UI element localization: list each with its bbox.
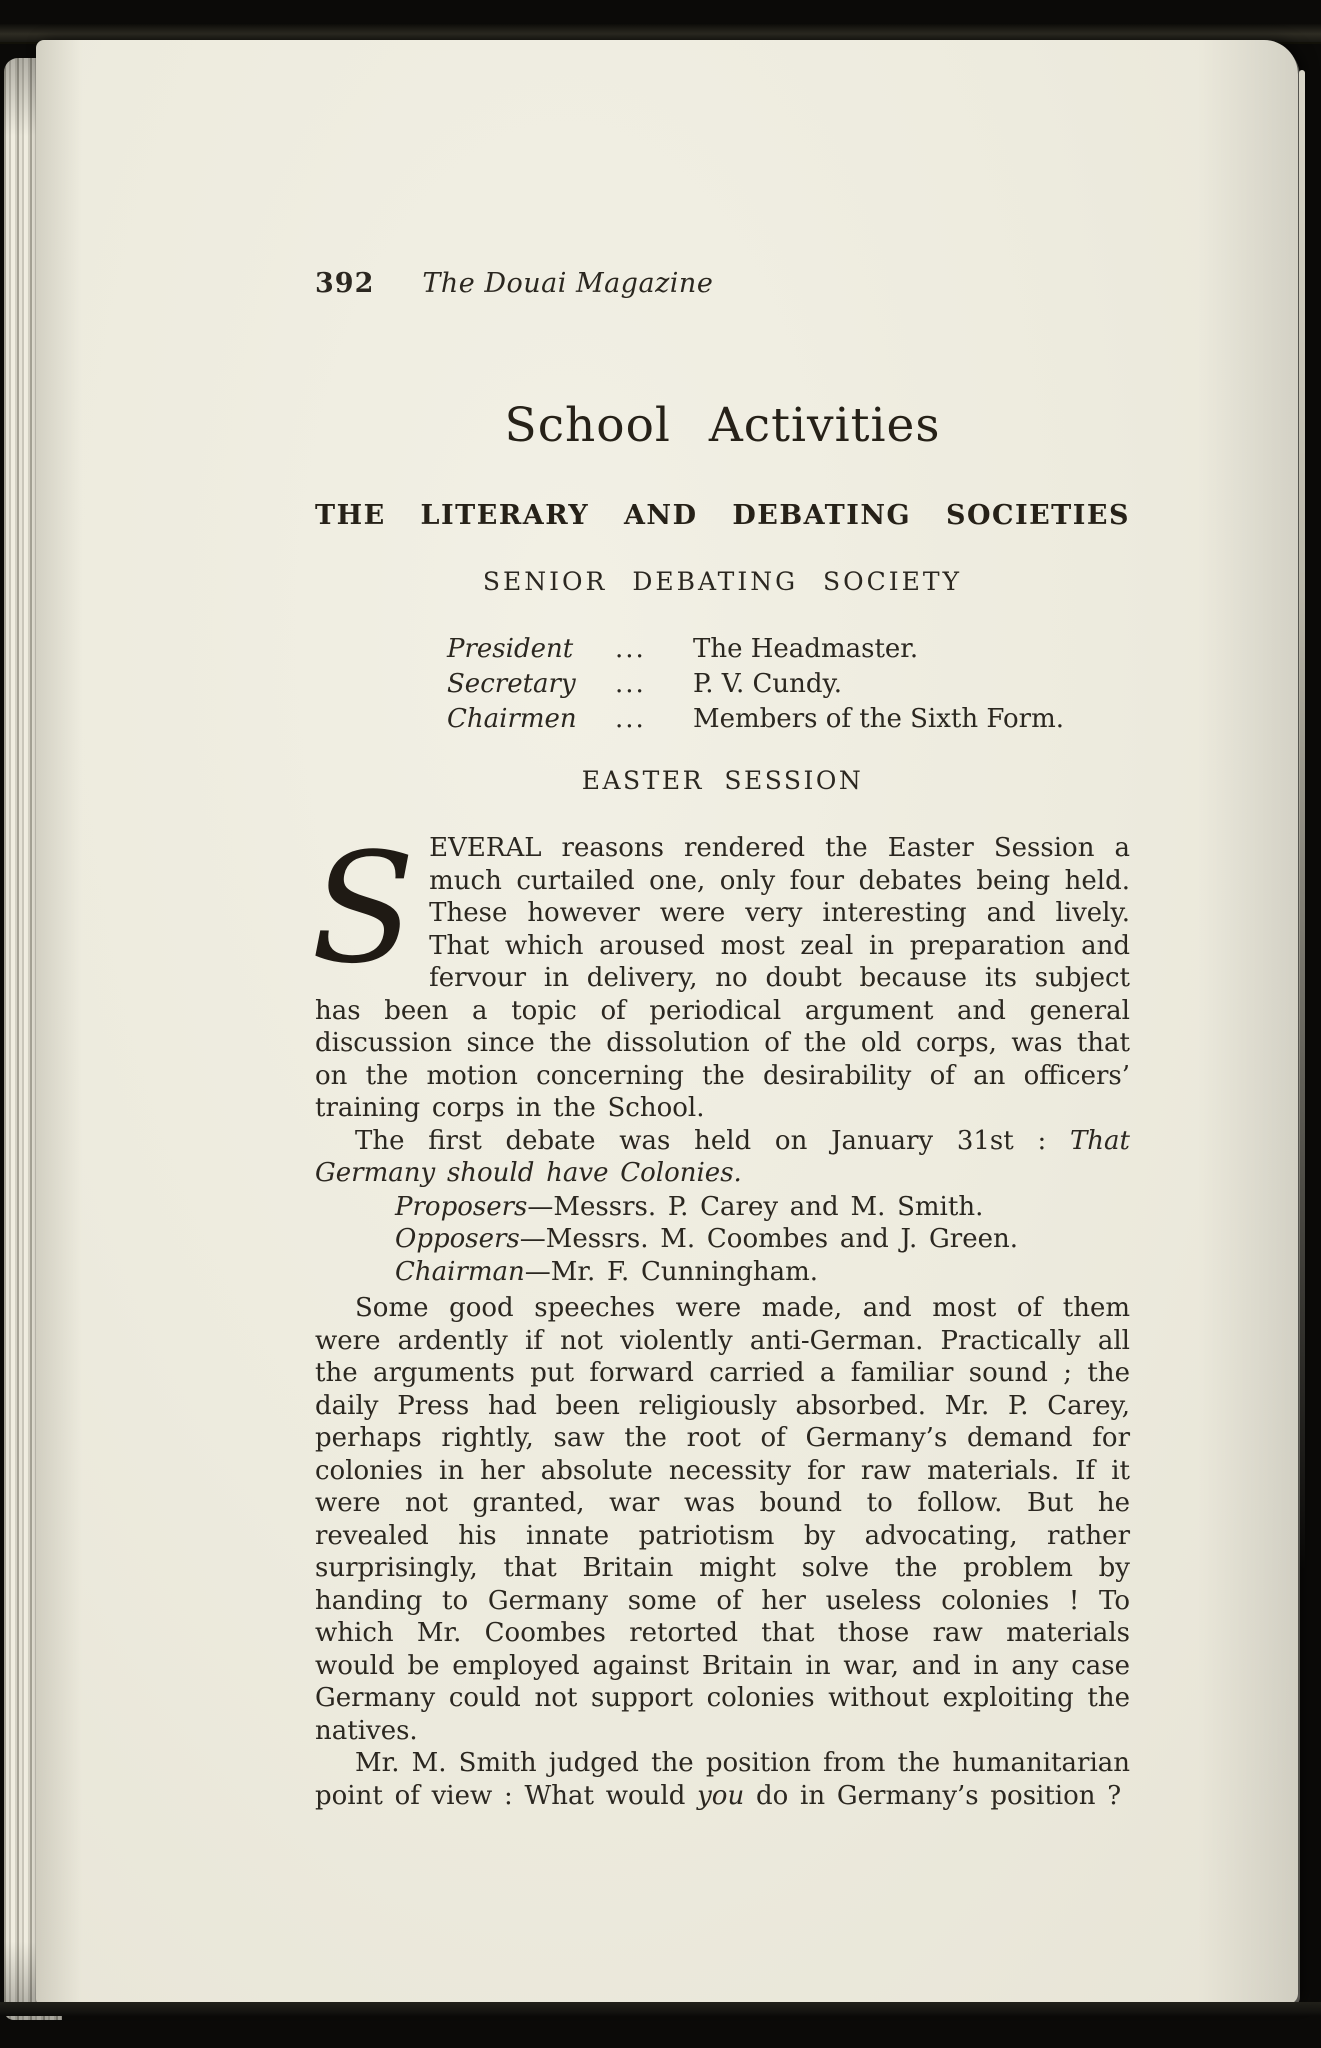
magazine-title: The Douai Magazine (422, 268, 714, 299)
paragraph-first-debate (315, 1125, 1130, 1190)
page-edge-highlight (1299, 70, 1305, 1570)
officer-dots: ... (615, 704, 646, 734)
officer-row (447, 632, 1087, 667)
officers-list (447, 632, 1087, 737)
paragraph-text: EVERAL reasons rendered the Easter Session a much curtailed one, only four debates being held. These however were very interesting and lively. That which aroused most zeal in preparation and fervour in delivery, no doubt because its subject has been a topic of periodical argument and general discussion since the dissolution of the old corps, was that on the motion concerning the desirability of an officers’ training corps in the School. (315, 833, 1130, 1123)
page-content (311, 40, 1130, 2004)
debate-role-row (395, 1223, 1130, 1256)
paragraph-text: Mr. M. Smith judged the position from the humanitarian point of view : What would (315, 1748, 1130, 1811)
role-names: —Messrs. M. Coombes and J. Green. (519, 1224, 1018, 1254)
article-body (311, 820, 1130, 1812)
officer-dots: ... (615, 669, 646, 699)
role-label: Chairman (395, 1256, 525, 1287)
officer-role: President (447, 634, 574, 664)
paragraph-smith (315, 1747, 1130, 1812)
officer-name: The Headmaster. (693, 634, 919, 664)
drop-cap: S (311, 820, 416, 997)
emphasis-you: you (697, 1780, 745, 1811)
officer-role: Chairmen (447, 704, 577, 734)
officer-name: P. V. Cundy. (693, 669, 843, 699)
role-names: —Messrs. P. Carey and M. Smith. (527, 1191, 984, 1222)
paragraph-text: do in Germany’s position ? (744, 1780, 1122, 1811)
officer-role: Secretary (447, 669, 576, 699)
role-label: Opposers (395, 1224, 520, 1254)
motion-title: That Germany should have Colonies. (315, 1125, 1130, 1188)
book-page (36, 40, 1298, 2004)
debate-role-row (395, 1256, 1130, 1289)
session-heading: EASTER SESSION (581, 766, 864, 795)
officer-dots: ... (615, 634, 646, 664)
role-label: Proposers (395, 1191, 528, 1222)
book-cover-bottom-edge (0, 2002, 1321, 2016)
debate-roles-list (315, 1191, 1130, 1289)
page-number: 392 (315, 268, 375, 299)
section-heading: THE LITERARY AND DEBATING SOCIETIES (315, 500, 1130, 531)
paragraph-speeches: Some good speeches were made, and most of them were ardently if not violently anti-German. Practically all the arguments put forward carried a familiar sound ; the daily Press had been religiously absorbed. Mr. P. Carey, perhaps rightly, saw the root of Germany’s demand for colonies in her absolute necessity for raw materials. If it were not granted, war was bound to follow. But he revealed his innate patriotism by advocating, rather surprisingly, that Britain might solve the problem by handing to Germany some of her useless colonies ! To which Mr. Coombes retorted that those raw materials would be employed against Britain in war, and in any case Germany could not support colonies without exploiting the natives. (315, 1293, 1130, 1746)
officer-row (447, 702, 1087, 737)
officer-row (447, 667, 1087, 702)
paragraph-text: The first debate was held on January 31st : (355, 1125, 1070, 1156)
paragraph-easter-session (311, 820, 1130, 1125)
role-names: —Mr. F. Cunningham. (524, 1256, 819, 1287)
running-header (315, 268, 1130, 299)
article-title: School Activities (504, 398, 941, 453)
subsection-heading: SENIOR DEBATING SOCIETY (482, 567, 963, 596)
officer-name: Members of the Sixth Form. (693, 704, 1064, 734)
debate-role-row (395, 1191, 1130, 1224)
